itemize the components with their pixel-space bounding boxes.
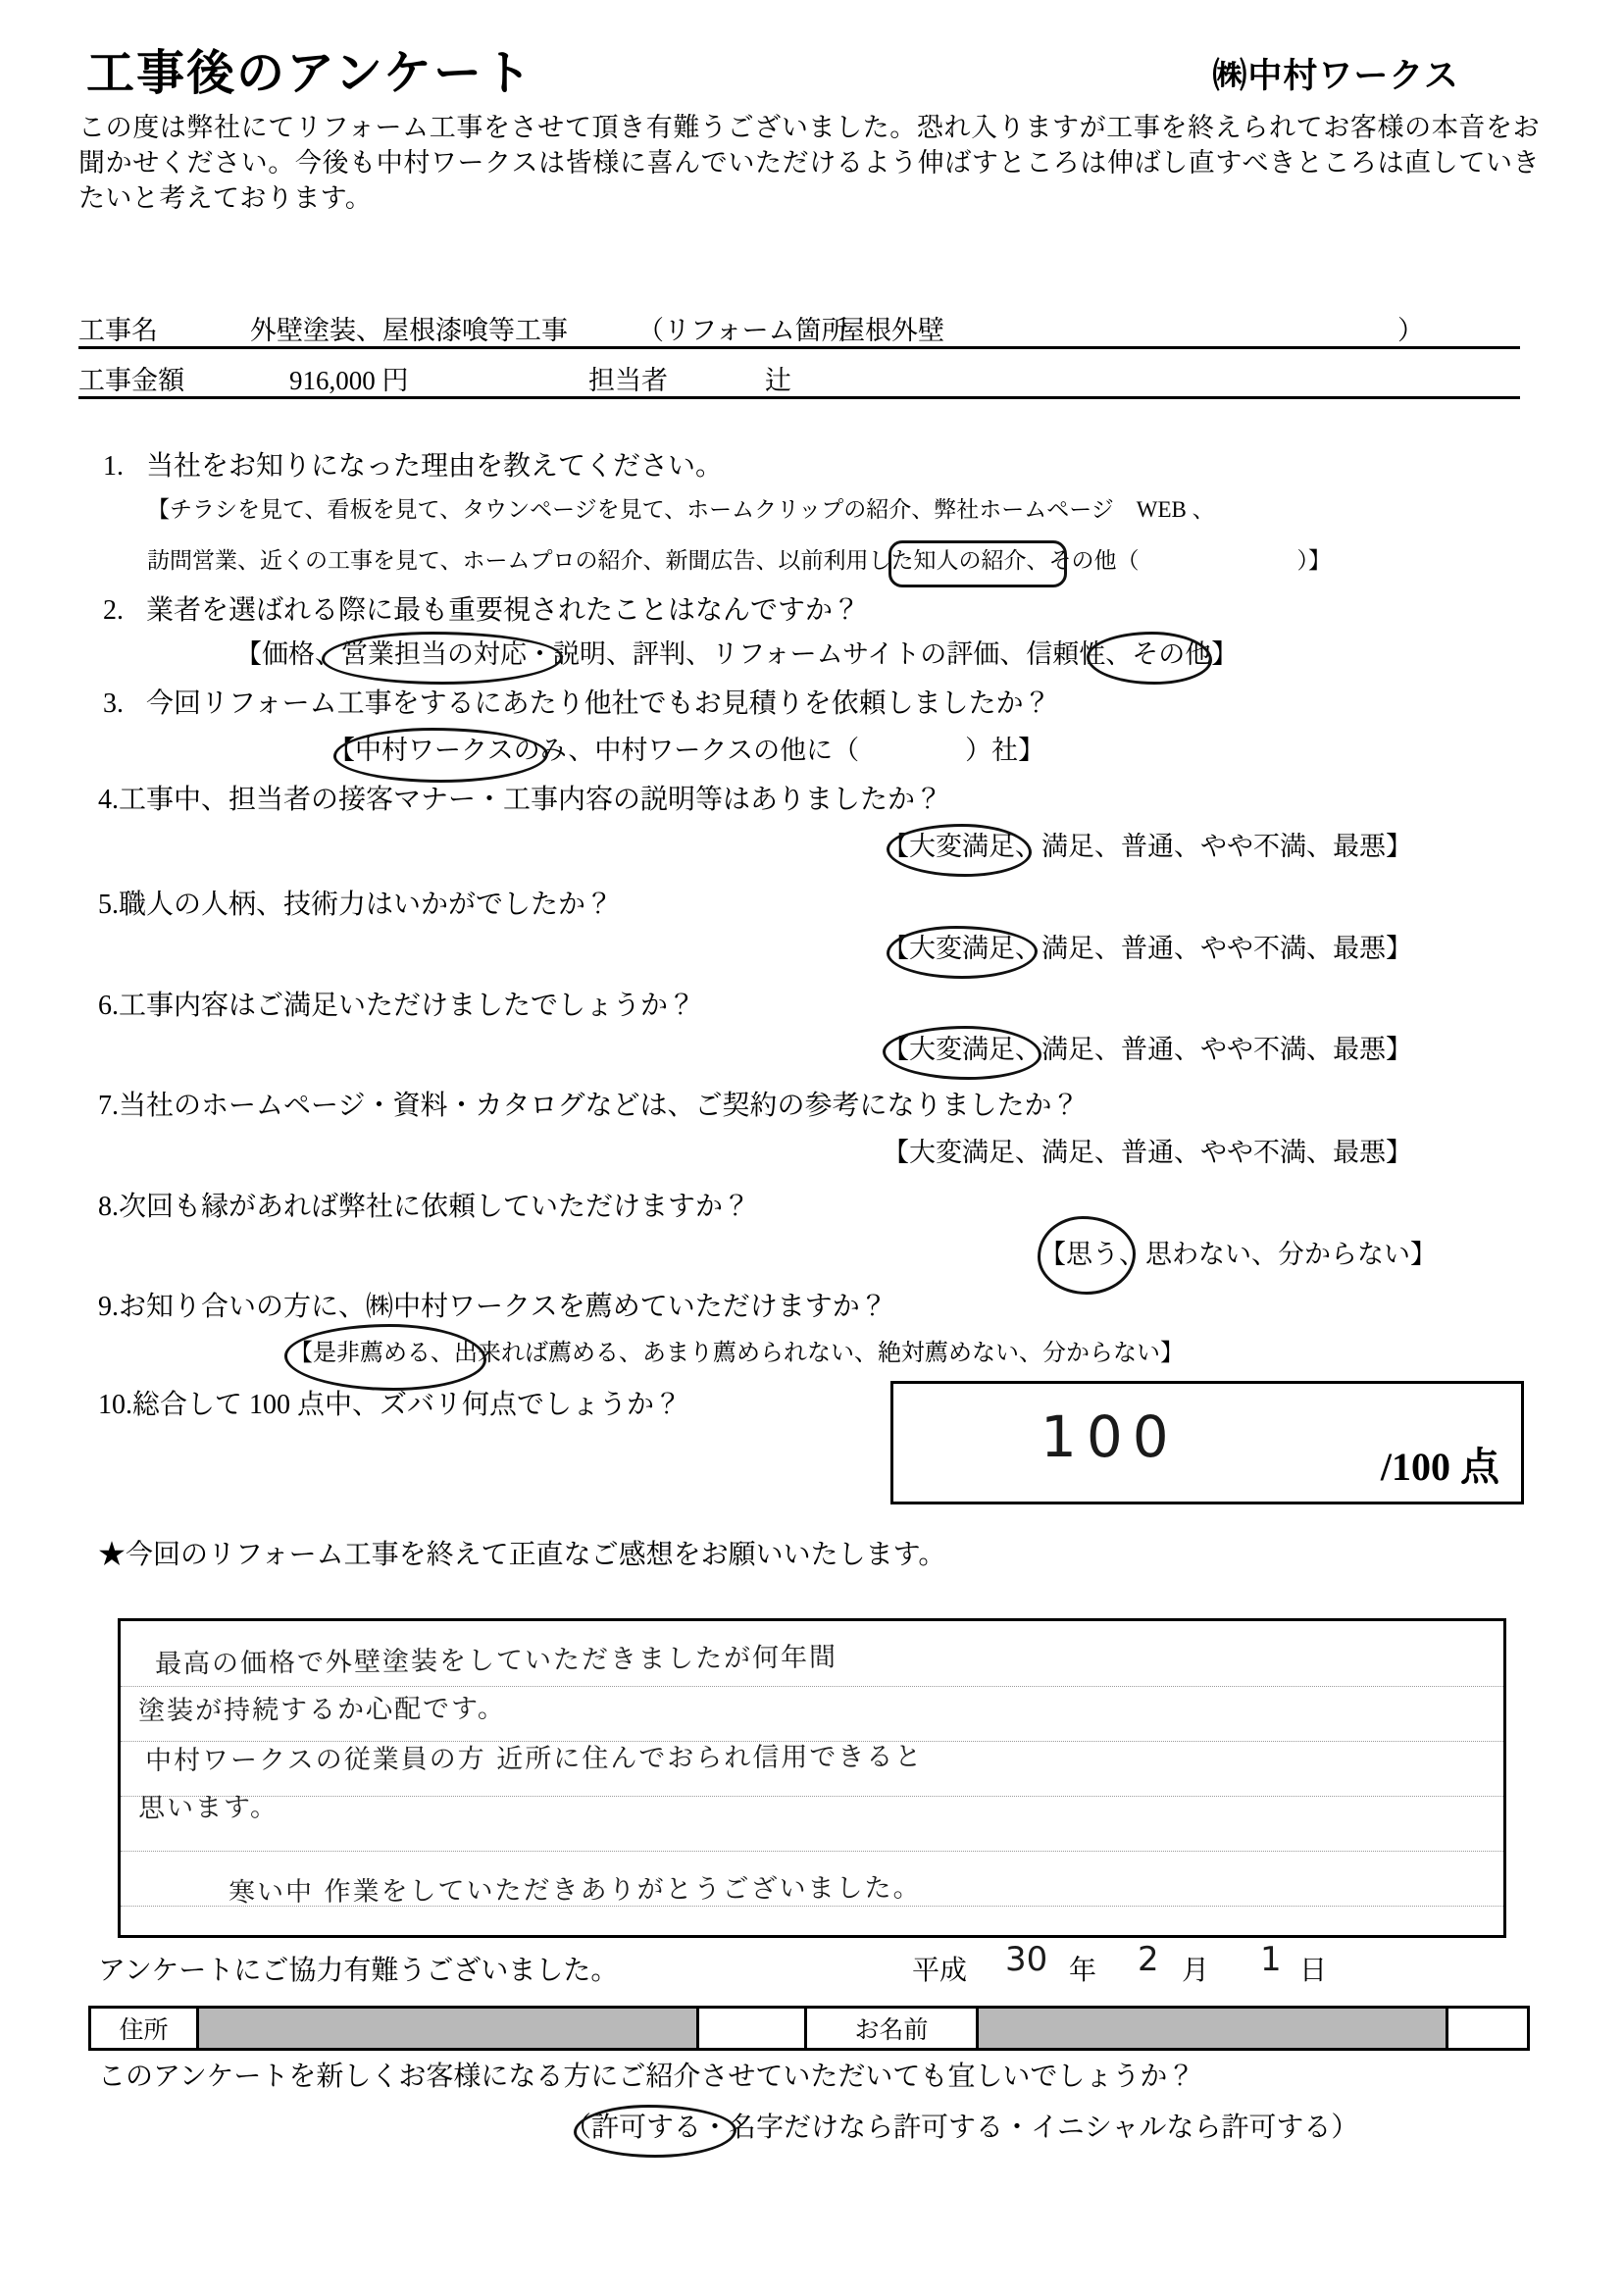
question-5-number: 5. bbox=[98, 890, 119, 920]
comment-rule bbox=[121, 1796, 1503, 1797]
company-name: ㈱中村ワークス bbox=[1212, 57, 1459, 96]
name-extra-cell[interactable] bbox=[1448, 2009, 1527, 2048]
project-name-row bbox=[78, 307, 1520, 349]
question-9 bbox=[98, 1290, 888, 1325]
staff-value: 辻 bbox=[765, 366, 791, 395]
question-9-options[interactable]: 【是非薦める、出来れば薦める、あまり薦められない、絶対薦めない、分からない】 bbox=[289, 1341, 1184, 1366]
header bbox=[76, 45, 1548, 106]
question-9-number: 9. bbox=[98, 1292, 119, 1322]
question-8-number: 8. bbox=[98, 1192, 119, 1222]
comment-rule bbox=[121, 1851, 1503, 1852]
question-1-options-line2 bbox=[147, 545, 1331, 577]
question-4-number: 4. bbox=[98, 785, 119, 815]
project-amount-row bbox=[78, 357, 1520, 399]
question-3-text: 今回リフォーム工事をするにあたり他社でもお見積りを依頼しましたか？ bbox=[146, 688, 1051, 719]
question-7-number: 7. bbox=[98, 1091, 119, 1121]
score-box[interactable] bbox=[890, 1381, 1524, 1504]
date-day-value: 1 bbox=[1260, 1940, 1282, 1979]
name-value[interactable] bbox=[979, 2009, 1448, 2048]
question-3-options[interactable]: 【中村ワークスのみ、中村ワークスの他に（ ）社】 bbox=[329, 736, 1045, 765]
reform-area-value: 屋根外壁 bbox=[838, 316, 944, 345]
address-value[interactable] bbox=[199, 2009, 699, 2048]
question-2-number: 2. bbox=[103, 595, 124, 626]
project-name-value: 外壁塗装、屋根漆喰等工事 bbox=[250, 316, 568, 345]
score-value: 100 bbox=[1040, 1403, 1179, 1470]
project-name-label: 工事名 bbox=[78, 316, 158, 345]
question-3-number: 3. bbox=[103, 688, 124, 719]
consent-options[interactable] bbox=[564, 2111, 1358, 2146]
question-1-selected-option[interactable]: 以前利用した bbox=[778, 548, 914, 573]
intro-paragraph: この度は弊社にてリフォーム工事をさせて頂き有難うございました。恐れ入りますが工事を終えられてお客様の本音をお聞かせください。今後も中村ワークスは皆様に喜んでいただけるよう伸ばすところは伸ばし直すべきところは直していきたいと考えております。 bbox=[78, 113, 1540, 213]
question-8-options[interactable]: 【思う、思わない、分からない】 bbox=[1040, 1240, 1437, 1269]
comment-line: 塗装が持続するか心配です。 bbox=[137, 1693, 506, 1727]
question-3 bbox=[103, 687, 1051, 722]
name-label: お名前 bbox=[807, 2009, 979, 2048]
question-5 bbox=[98, 888, 613, 923]
question-1-options-line1: 【チラシを見て、看板を見て、タウンページを見て、ホームクリップの紹介、弊社ホームページ WEB 、 bbox=[147, 497, 1215, 522]
address-extra-cell[interactable] bbox=[699, 2009, 807, 2048]
question-10-text: 総合して 100 点中、ズバリ何点でしょうか？ bbox=[132, 1390, 683, 1420]
date-day-label: 日 bbox=[1299, 1956, 1328, 1986]
question-10-number: 10. bbox=[98, 1390, 132, 1420]
identity-table bbox=[88, 2006, 1530, 2051]
question-4 bbox=[98, 783, 942, 818]
question-4-text: 工事中、担当者の接客マナー・工事内容の説明等はありましたか？ bbox=[119, 785, 943, 815]
comment-line: 中村ワークスの従業員の方 近所に住んでおられ信用できると bbox=[144, 1741, 924, 1777]
comment-rule bbox=[121, 1686, 1503, 1687]
question-5-text: 職人の人柄、技術力はいかがでしたか？ bbox=[119, 890, 614, 920]
date-month-value: 2 bbox=[1138, 1940, 1159, 1979]
question-6 bbox=[98, 989, 695, 1024]
date-year-label: 年 bbox=[1069, 1956, 1097, 1986]
question-7-text: 当社のホームページ・資料・カタログなどは、ご契約の参考になりましたか？ bbox=[119, 1091, 1080, 1121]
question-8-text: 次回も縁があれば弊社に依頼していただけますか？ bbox=[119, 1192, 751, 1222]
consent-question: このアンケートを新しくお客様になる方にご紹介させていただいても宜しいでしょうか？ bbox=[98, 2062, 1195, 2092]
comment-line: 思います。 bbox=[137, 1792, 279, 1824]
question-1-options-pre[interactable]: 訪問営業、近くの工事を見て、ホームプロの紹介、新聞広告、 bbox=[147, 548, 779, 573]
comment-line: 最高の価格で外壁塗装をしていただきましたが何年間 bbox=[154, 1642, 838, 1680]
reform-area-close-paren: ） bbox=[1397, 316, 1424, 345]
question-2-text: 業者を選ばれる際に最も重要視されたことはなんですか？ bbox=[146, 595, 861, 626]
question-8 bbox=[98, 1190, 750, 1225]
thanks-text: アンケートにご協力有難うございました。 bbox=[98, 1956, 619, 1986]
amount-value: 916,000 円 bbox=[289, 366, 409, 395]
question-6-options[interactable]: 【大変満足、満足、普通、やや不満、最悪】 bbox=[883, 1035, 1412, 1064]
consent-selected-option[interactable]: 許可する bbox=[591, 2113, 702, 2143]
address-label: 住所 bbox=[91, 2009, 199, 2048]
question-10 bbox=[98, 1388, 682, 1423]
question-6-text: 工事内容はご満足いただけましたでしょうか？ bbox=[119, 991, 696, 1021]
comment-line: 寒い中 作業をしていただきありがとうございました。 bbox=[228, 1872, 922, 1909]
impression-comment-box[interactable] bbox=[118, 1618, 1506, 1938]
consent-other-options[interactable]: ・名字だけなら許可する・イニシャルなら許可する） bbox=[701, 2113, 1359, 2143]
question-7-options[interactable]: 【大変満足、満足、普通、やや不満、最悪】 bbox=[883, 1138, 1412, 1167]
reform-area-label: （リフォーム箇所 bbox=[637, 316, 848, 345]
page-title: 工事後のアンケート bbox=[86, 45, 534, 101]
date-era-label: 平成 bbox=[912, 1956, 968, 1986]
question-7 bbox=[98, 1089, 1079, 1124]
question-2 bbox=[103, 593, 860, 629]
question-1-number: 1. bbox=[103, 451, 124, 482]
date-year-value: 30 bbox=[1005, 1940, 1048, 1979]
question-2-options[interactable]: 【価格、営業担当の対応・説明、評判、リフォームサイトの評価、信頼性、その他】 bbox=[235, 639, 1239, 669]
consent-paren-open: （ bbox=[564, 2113, 592, 2143]
question-5-options[interactable]: 【大変満足、満足、普通、やや不満、最悪】 bbox=[883, 934, 1412, 963]
score-suffix: /100 点 bbox=[1380, 1445, 1499, 1489]
impression-prompt: ★今回のリフォーム工事を終えて正直なご感想をお願いいたします。 bbox=[98, 1540, 946, 1570]
question-1-text: 当社をお知りになった理由を教えてください。 bbox=[146, 451, 724, 482]
amount-label: 工事金額 bbox=[78, 366, 184, 395]
question-1 bbox=[103, 449, 723, 484]
staff-label: 担当者 bbox=[588, 366, 668, 395]
question-4-options[interactable]: 【大変満足、満足、普通、やや不満、最悪】 bbox=[883, 832, 1412, 861]
question-9-text: お知り合いの方に、㈱中村ワークスを薦めていただけますか？ bbox=[119, 1292, 888, 1322]
question-1-options-post[interactable]: 知人の紹介、その他（ ）】 bbox=[913, 548, 1332, 573]
question-6-number: 6. bbox=[98, 991, 119, 1021]
date-month-label: 月 bbox=[1182, 1956, 1210, 1986]
